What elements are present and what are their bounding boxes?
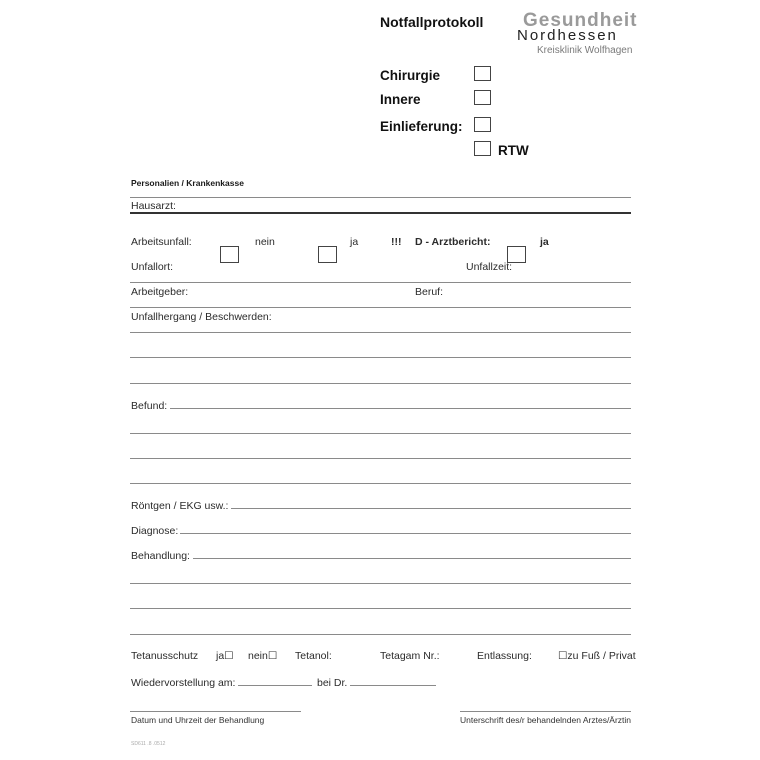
tetanol-label: Tetanol: xyxy=(295,650,332,662)
innere-checkbox[interactable] xyxy=(474,90,491,105)
innere-label: Innere xyxy=(380,92,421,107)
beruf-label: Beruf: xyxy=(415,286,444,298)
ja-label: ja xyxy=(350,236,359,248)
roentgen-line[interactable] xyxy=(231,508,631,509)
diagnose-line[interactable] xyxy=(180,533,631,534)
unterschrift-signature-line[interactable] xyxy=(460,711,631,712)
roentgen-label: Röntgen / EKG usw.: xyxy=(131,500,229,512)
arbeitgeber-label: Arbeitgeber: xyxy=(131,286,189,298)
einlieferung-checkbox[interactable] xyxy=(474,117,491,132)
diagnose-label: Diagnose: xyxy=(131,525,179,537)
arbeitsunfall-label: Arbeitsunfall: xyxy=(131,236,192,248)
behandlung-line-4[interactable] xyxy=(130,634,631,635)
hausarzt-label: Hausarzt: xyxy=(131,200,176,212)
arbeitsunfall-ja-checkbox[interactable] xyxy=(318,246,337,263)
wiedervorstellung-line[interactable] xyxy=(238,685,312,686)
form-code: SD611 .8 .0512 xyxy=(131,741,166,747)
d-arzt-ja-label: ja xyxy=(540,236,549,248)
datum-caption: Datum und Uhrzeit der Behandlung xyxy=(131,715,265,725)
warning-marks: !!! xyxy=(391,236,402,248)
chirurgie-label: Chirurgie xyxy=(380,68,441,83)
unfallhergang-line-2[interactable] xyxy=(130,357,631,358)
tetanus-nein-checkbox[interactable]: nein☐ xyxy=(248,650,278,662)
rtw-checkbox[interactable] xyxy=(474,141,491,156)
befund-line-2[interactable] xyxy=(130,433,631,434)
befund-line-3[interactable] xyxy=(130,458,631,459)
unfallhergang-line-1[interactable] xyxy=(130,332,631,333)
unfallhergang-label: Unfallhergang / Beschwerden: xyxy=(131,311,272,323)
befund-line-4[interactable] xyxy=(130,483,631,484)
brand-name-line2: Nordhessen xyxy=(517,27,618,44)
arbeitgeber-line[interactable] xyxy=(130,307,631,308)
bei-dr-label: bei Dr. xyxy=(317,677,348,689)
befund-line-1[interactable] xyxy=(170,408,631,409)
hausarzt-line[interactable] xyxy=(130,212,631,214)
behandlung-line-1[interactable] xyxy=(193,558,631,559)
d-arztbericht-label: D - Arztbericht: xyxy=(415,236,491,248)
unfallzeit-label: Unfallzeit: xyxy=(466,261,513,273)
bei-dr-line[interactable] xyxy=(350,685,436,686)
form-title: Notfallprotokoll xyxy=(380,14,484,30)
tetanus-ja-checkbox[interactable]: ja☐ xyxy=(216,650,234,662)
tetagam-label: Tetagam Nr.: xyxy=(380,650,440,662)
brand-name-line1: Gesundheit xyxy=(523,10,638,31)
datum-signature-line[interactable] xyxy=(130,711,301,712)
zu-fuss-privat-checkbox[interactable]: ☐zu Fuß / Privat xyxy=(558,650,636,662)
rtw-label: RTW xyxy=(498,143,529,158)
personalien-heading: Personalien / Krankenkasse xyxy=(131,178,244,188)
einlieferung-label: Einlieferung: xyxy=(380,119,463,134)
chirurgie-checkbox[interactable] xyxy=(474,66,491,81)
befund-label: Befund: xyxy=(131,400,168,412)
behandlung-line-2[interactable] xyxy=(130,583,631,584)
unfallhergang-line-3[interactable] xyxy=(130,383,631,384)
arbeitsunfall-nein-checkbox[interactable] xyxy=(220,246,239,263)
wiedervorstellung-label: Wiedervorstellung am: xyxy=(131,677,236,689)
behandlung-label: Behandlung: xyxy=(131,550,190,562)
nein-label: nein xyxy=(255,236,275,248)
unfallort-label: Unfallort: xyxy=(131,261,174,273)
behandlung-line-3[interactable] xyxy=(130,608,631,609)
unfall-line[interactable] xyxy=(130,282,631,283)
brand-subtitle: Kreisklinik Wolfhagen xyxy=(537,45,633,56)
unterschrift-caption: Unterschrift des/r behandelnden Arztes/Ärztin xyxy=(460,715,632,725)
tetanusschutz-label: Tetanusschutz xyxy=(131,650,199,662)
personalien-line[interactable] xyxy=(130,197,631,198)
entlassung-label: Entlassung: xyxy=(477,650,532,662)
